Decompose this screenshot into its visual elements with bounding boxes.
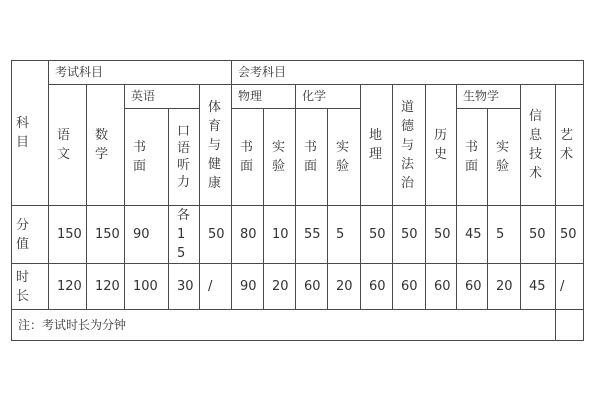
score-cell: 10 <box>264 206 296 264</box>
time-cell: 20 <box>328 264 361 310</box>
time-cell: 90 <box>232 264 264 310</box>
score-cell: 5 <box>488 206 521 264</box>
score-cell: 50 <box>361 206 393 264</box>
subject-chemistry-lab: 实验 <box>328 109 361 206</box>
subject-english-oral: 口语听力 <box>169 109 200 206</box>
subject-chemistry-written: 书面 <box>296 109 328 206</box>
score-time-table <box>11 60 584 341</box>
time-cell: 120 <box>87 264 125 310</box>
biology-group-header: 生物学 <box>457 85 521 109</box>
subject-pe: 体育与健康 <box>200 85 232 206</box>
score-cell: 50 <box>521 206 556 264</box>
subject-math: 数学 <box>87 85 125 206</box>
time-cell: 45 <box>521 264 556 310</box>
subject-physics-lab: 实验 <box>264 109 296 206</box>
subject-geography: 地理 <box>361 85 393 206</box>
score-cell: 90 <box>125 206 169 264</box>
score-cell: 150 <box>87 206 125 264</box>
score-cell: 45 <box>457 206 488 264</box>
physics-group-header: 物理 <box>232 85 296 109</box>
time-cell: / <box>200 264 232 310</box>
huikao-subjects-header: 会考科目 <box>232 61 584 85</box>
score-cell: 50 <box>393 206 426 264</box>
time-cell: 100 <box>125 264 169 310</box>
score-cell: 55 <box>296 206 328 264</box>
time-cell: 20 <box>264 264 296 310</box>
score-row-label: 分值 <box>12 206 49 264</box>
subject-biology-lab: 实验 <box>488 109 521 206</box>
subject-history: 历史 <box>426 85 457 206</box>
chemistry-group-header: 化学 <box>296 85 361 109</box>
exam-subjects-header: 考试科目 <box>49 61 232 85</box>
time-cell: 60 <box>426 264 457 310</box>
score-cell: 50 <box>556 206 584 264</box>
subject-chinese: 语文 <box>49 85 87 206</box>
subject-corner-header: 科目 <box>12 61 49 206</box>
time-cell: 60 <box>361 264 393 310</box>
score-cell: 50 <box>426 206 457 264</box>
subject-physics-written: 书面 <box>232 109 264 206</box>
score-cell: 50 <box>200 206 232 264</box>
subject-english-written: 书面 <box>125 109 169 206</box>
time-row-label: 时长 <box>12 264 49 310</box>
table-note: 注：考试时长为分钟 <box>12 310 556 341</box>
time-cell: 30 <box>169 264 200 310</box>
time-cell: / <box>556 264 584 310</box>
time-cell: 60 <box>457 264 488 310</box>
score-cell: 150 <box>49 206 87 264</box>
score-cell: 5 <box>328 206 361 264</box>
subject-it: 信息技术 <box>521 85 556 206</box>
subject-biology-written: 书面 <box>457 109 488 206</box>
note-empty-cell <box>556 310 584 341</box>
english-group-header: 英语 <box>125 85 200 109</box>
score-cell: 各15 <box>169 206 200 264</box>
time-cell: 120 <box>49 264 87 310</box>
time-cell: 60 <box>393 264 426 310</box>
time-cell: 60 <box>296 264 328 310</box>
subject-art: 艺术 <box>556 85 584 206</box>
score-cell: 80 <box>232 206 264 264</box>
subject-morality: 道德与法治 <box>393 85 426 206</box>
time-cell: 20 <box>488 264 521 310</box>
